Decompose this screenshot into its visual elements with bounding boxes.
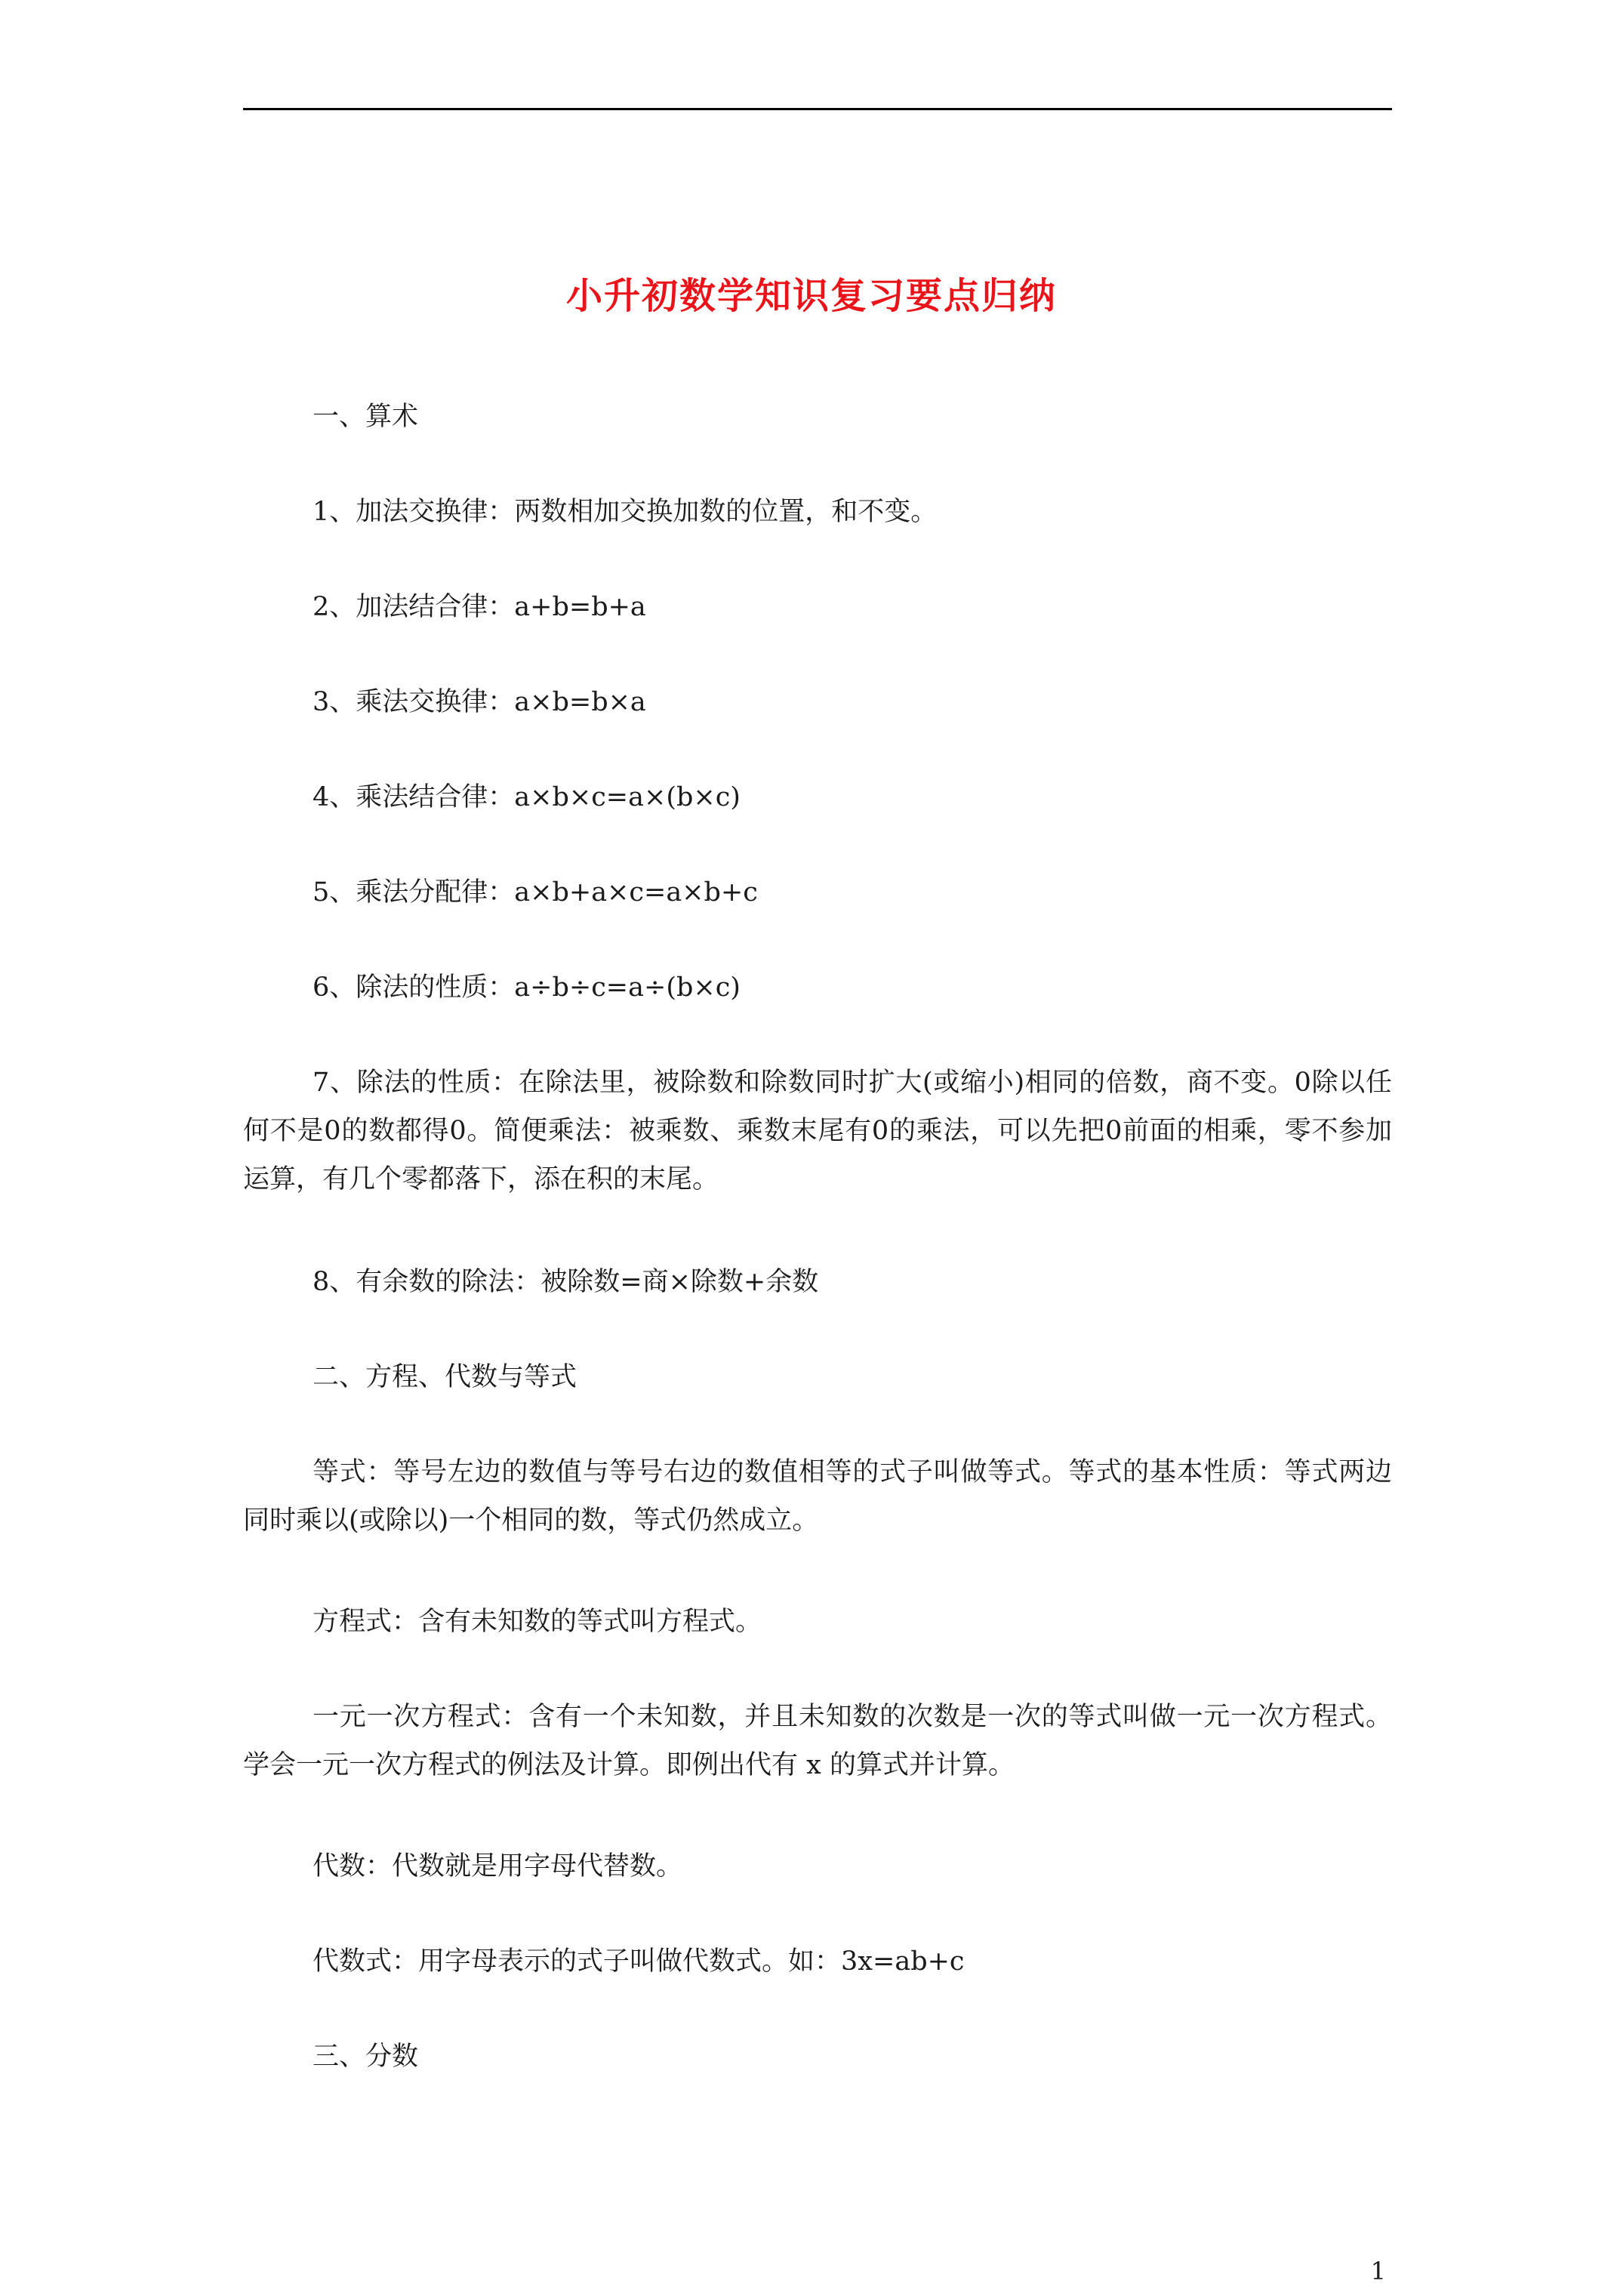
- paragraph-algebra: 代数：代数就是用字母代替数。: [313, 1851, 683, 1881]
- paragraph-division-property-1: 6、除法的性质：a÷b÷c=a÷(b×c): [313, 972, 741, 1003]
- paragraph-addition-associative: 2、加法结合律：a+b=b+a: [313, 592, 646, 622]
- paragraph-multiplication-commutative: 3、乘法交换律：a×b=b×a: [313, 687, 646, 717]
- section-heading-equations: 二、方程、代数与等式: [313, 1362, 577, 1392]
- section-heading-fractions: 三、分数: [313, 2042, 419, 2072]
- paragraph-multiplication-distributive: 5、乘法分配律：a×b+a×c=a×b+c: [313, 877, 758, 908]
- paragraph-equality: 等式：等号左边的数值与等号右边的数值相等的式子叫做等式。等式的基本性质：等式两边同时乘以(或除以)一个相同的数，等式仍然成立。: [243, 1457, 1392, 1536]
- paragraph-linear-equation: 一元一次方程式：含有一个未知数，并且未知数的次数是一次的等式叫做一元一次方程式。学会一元一次方程式的例法及计算。即例出代有 x 的算式并计算。: [243, 1702, 1392, 1780]
- paragraph-division-remainder: 8、有余数的除法：被除数=商×除数+余数: [313, 1267, 819, 1297]
- document-title: 小升初数学知识复习要点归纳: [565, 275, 1057, 317]
- paragraph-addition-commutative: 1、加法交换律：两数相加交换加数的位置，和不变。: [313, 497, 938, 527]
- paragraph-division-property-2: 7、除法的性质：在除法里，被除数和除数同时扩大(或缩小)相同的倍数，商不变。0除以任何不是0的数都得0。简便乘法：被乘数、乘数末尾有0的乘法，可以先把0前面的相乘，零不参加运算，有几个零都落下，添在积的末尾。: [243, 1068, 1392, 1194]
- paragraph-algebraic-expression: 代数式：用字母表示的式子叫做代数式。如：3x=ab+c: [313, 1946, 965, 1977]
- page-number: 1: [1370, 2257, 1386, 2285]
- section-heading-arithmetic: 一、算术: [313, 402, 419, 432]
- paragraph-equation: 方程式：含有未知数的等式叫方程式。: [313, 1607, 762, 1637]
- header-rule: [243, 108, 1392, 110]
- paragraph-multiplication-associative: 4、乘法结合律：a×b×c=a×(b×c): [313, 782, 741, 812]
